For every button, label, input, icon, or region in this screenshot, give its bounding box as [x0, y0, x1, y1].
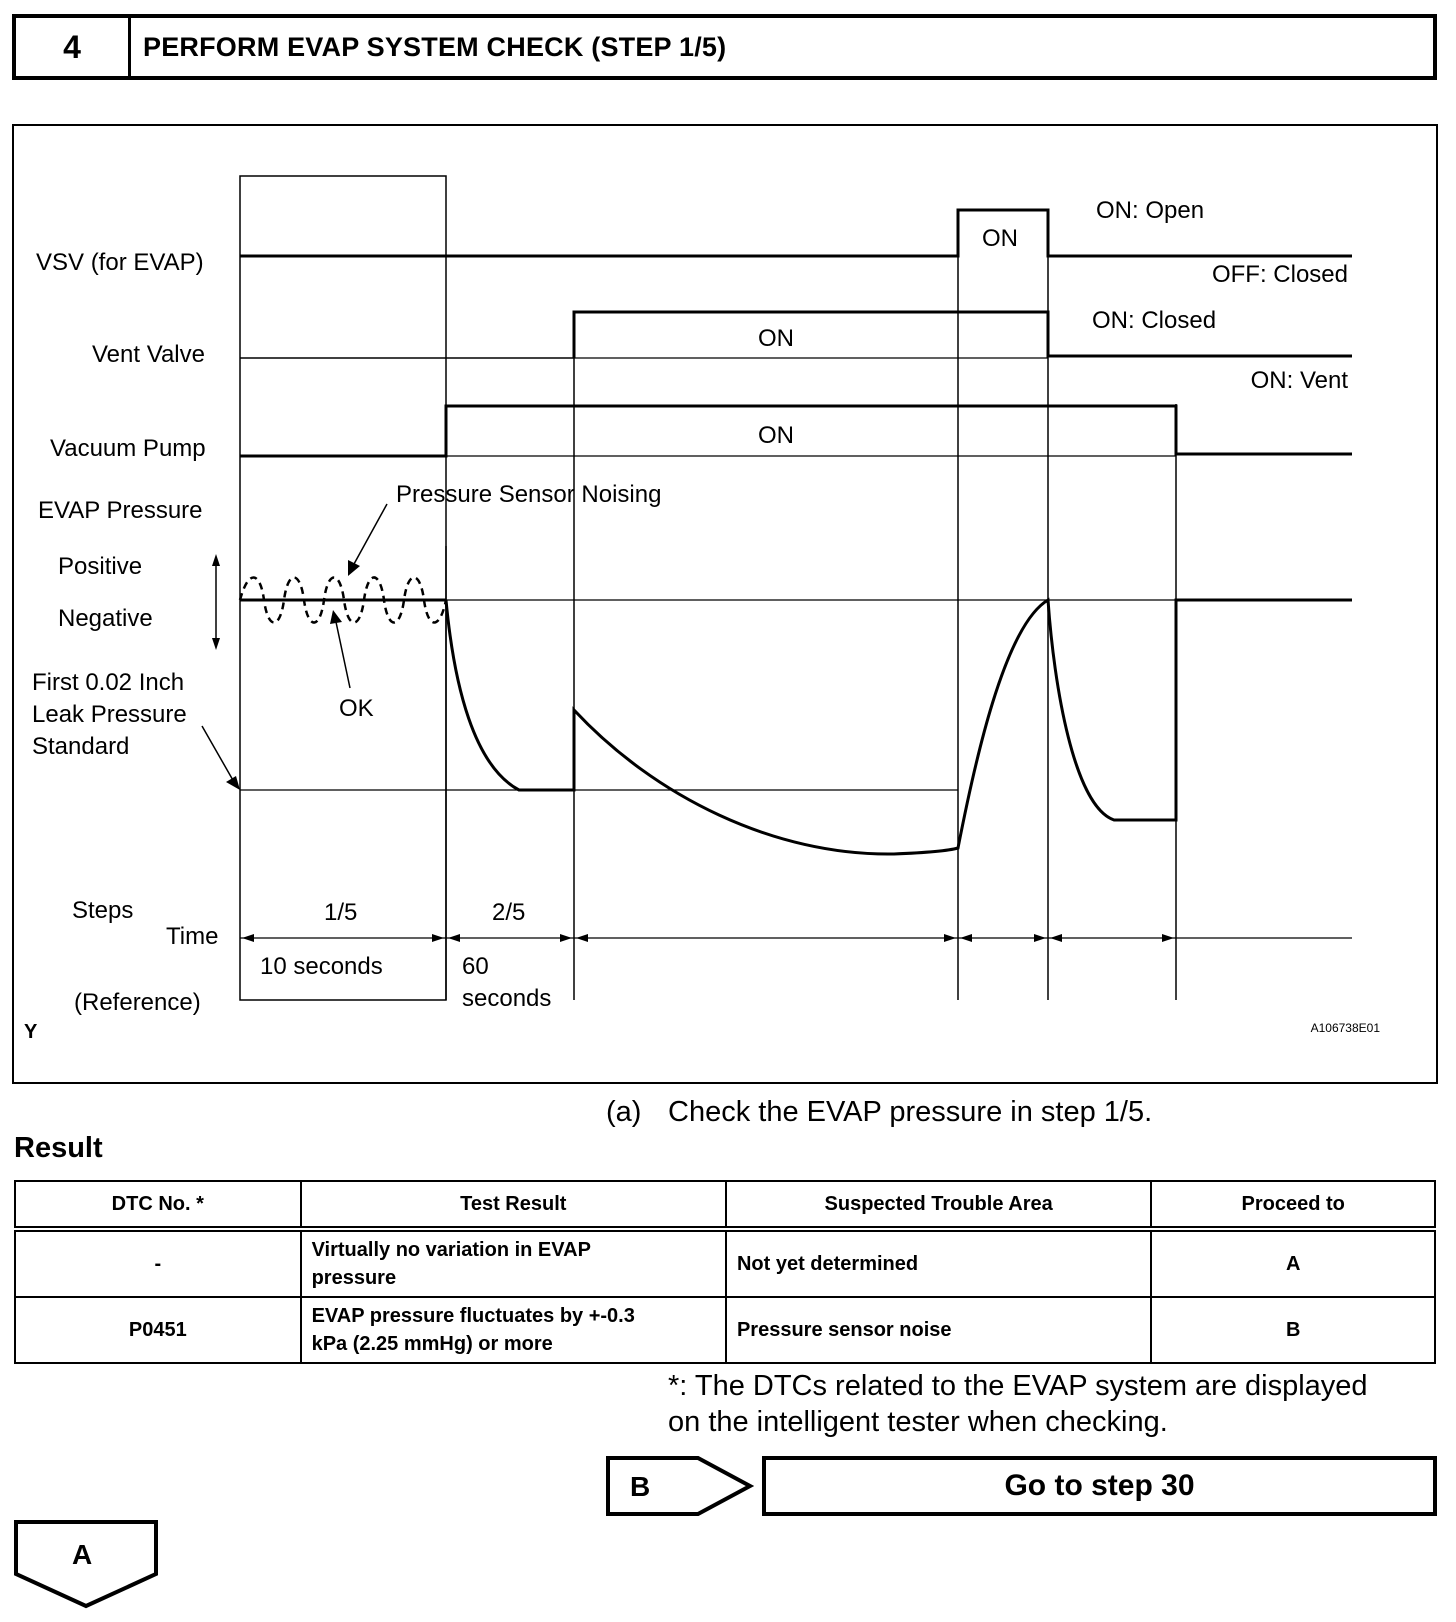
label-reference: (Reference) [74, 989, 201, 1016]
col-dtc: DTC No. * [15, 1181, 301, 1229]
cell-test-result [301, 1297, 726, 1363]
label-vent-valve: Vent Valve [92, 341, 205, 368]
pos-neg-arrow [212, 554, 220, 650]
off-closed-label: OFF: Closed [1211, 261, 1348, 288]
step-1-box [240, 176, 446, 1000]
cell-area: Pressure sensor noise [726, 1297, 1151, 1363]
evap-pressure-curve [446, 600, 1352, 854]
step-1-label: 1/5 [324, 899, 358, 926]
evap-timing-diagram [12, 124, 1438, 1084]
pump-trace [240, 406, 1352, 456]
branch-a-arrow[interactable] [14, 1520, 160, 1616]
on-vent-label: ON: Vent [1250, 367, 1348, 394]
cell-proceed: B [1151, 1297, 1435, 1363]
table-row [15, 1229, 1435, 1297]
branch-b-label: B [630, 1471, 651, 1502]
col-proceed: Proceed to [1151, 1181, 1435, 1229]
ok-annotation: OK [339, 695, 374, 722]
noise-pointer [348, 504, 387, 576]
table-row [15, 1297, 1435, 1363]
result-table [14, 1180, 1436, 1364]
label-vacuum-pump: Vacuum Pump [50, 435, 206, 462]
cell-test-result [301, 1229, 726, 1297]
time-step-2-line2: seconds [462, 985, 552, 1012]
footnote [668, 1368, 1428, 1440]
step-number: 4 [16, 18, 131, 76]
label-leak-line2: Leak Pressure [32, 701, 187, 728]
label-time: Time [166, 923, 219, 950]
pump-on-label: ON [758, 422, 794, 449]
branch-b-arrow[interactable] [606, 1456, 754, 1516]
vent-on-label: ON [758, 325, 794, 352]
ok-pointer [330, 610, 350, 688]
label-evap-pressure: EVAP Pressure [38, 497, 203, 524]
branch-a-label: A [72, 1539, 93, 1570]
table-header-row [15, 1181, 1435, 1229]
timing-chart-svg [14, 126, 1436, 1082]
corner-mark: Y [24, 1021, 38, 1043]
cell-area: Not yet determined [726, 1229, 1151, 1297]
label-leak-line1: First 0.02 Inch [32, 669, 185, 696]
test-line-2: pressure [311, 1267, 397, 1289]
footnote-line-2: on the intelligent tester when checking. [668, 1406, 1168, 1438]
col-trouble-area: Suspected Trouble Area [726, 1181, 1151, 1229]
vsv-on-label: ON [982, 225, 1018, 252]
instruction [606, 1096, 1152, 1129]
cell-proceed: A [1151, 1229, 1435, 1297]
figure-id: A106738E01 [1310, 1021, 1380, 1035]
label-negative: Negative [58, 605, 153, 632]
test-line-1: Virtually no variation in EVAP [311, 1239, 591, 1261]
on-open-label: ON: Open [1096, 197, 1205, 224]
go-to-step-button[interactable] [762, 1456, 1437, 1516]
step-dividers [446, 254, 1176, 1000]
instruction-tag: (a) [606, 1096, 642, 1128]
step-header [12, 14, 1437, 80]
step-title: PERFORM EVAP SYSTEM CHECK (STEP 1/5) [143, 31, 727, 62]
label-steps: Steps [72, 897, 134, 924]
label-leak-line3: Standard [32, 733, 130, 760]
go-to-step-label: Go to step 30 [1004, 1469, 1195, 1502]
vent-trace-on [574, 312, 1352, 358]
cell-dtc: P0451 [15, 1297, 301, 1363]
cell-dtc: - [15, 1229, 301, 1297]
label-positive: Positive [58, 553, 143, 580]
footnote-line-1: *: The DTCs related to the EVAP system are displayed [668, 1370, 1368, 1402]
on-closed-label: ON: Closed [1092, 307, 1217, 334]
col-test-result: Test Result [301, 1181, 726, 1229]
test-line-1: EVAP pressure fluctuates by +-0.3 [311, 1305, 635, 1327]
instruction-text: Check the EVAP pressure in step 1/5. [668, 1096, 1153, 1128]
time-step-1: 10 seconds [260, 953, 383, 980]
step-2-label: 2/5 [492, 899, 526, 926]
time-step-2-line1: 60 [462, 953, 489, 980]
result-heading: Result [14, 1132, 103, 1164]
leak-pointer [202, 726, 240, 790]
test-line-2: kPa (2.25 mmHg) or more [311, 1333, 553, 1355]
label-vsv: VSV (for EVAP) [36, 249, 204, 276]
noise-annotation: Pressure Sensor Noising [396, 481, 662, 508]
